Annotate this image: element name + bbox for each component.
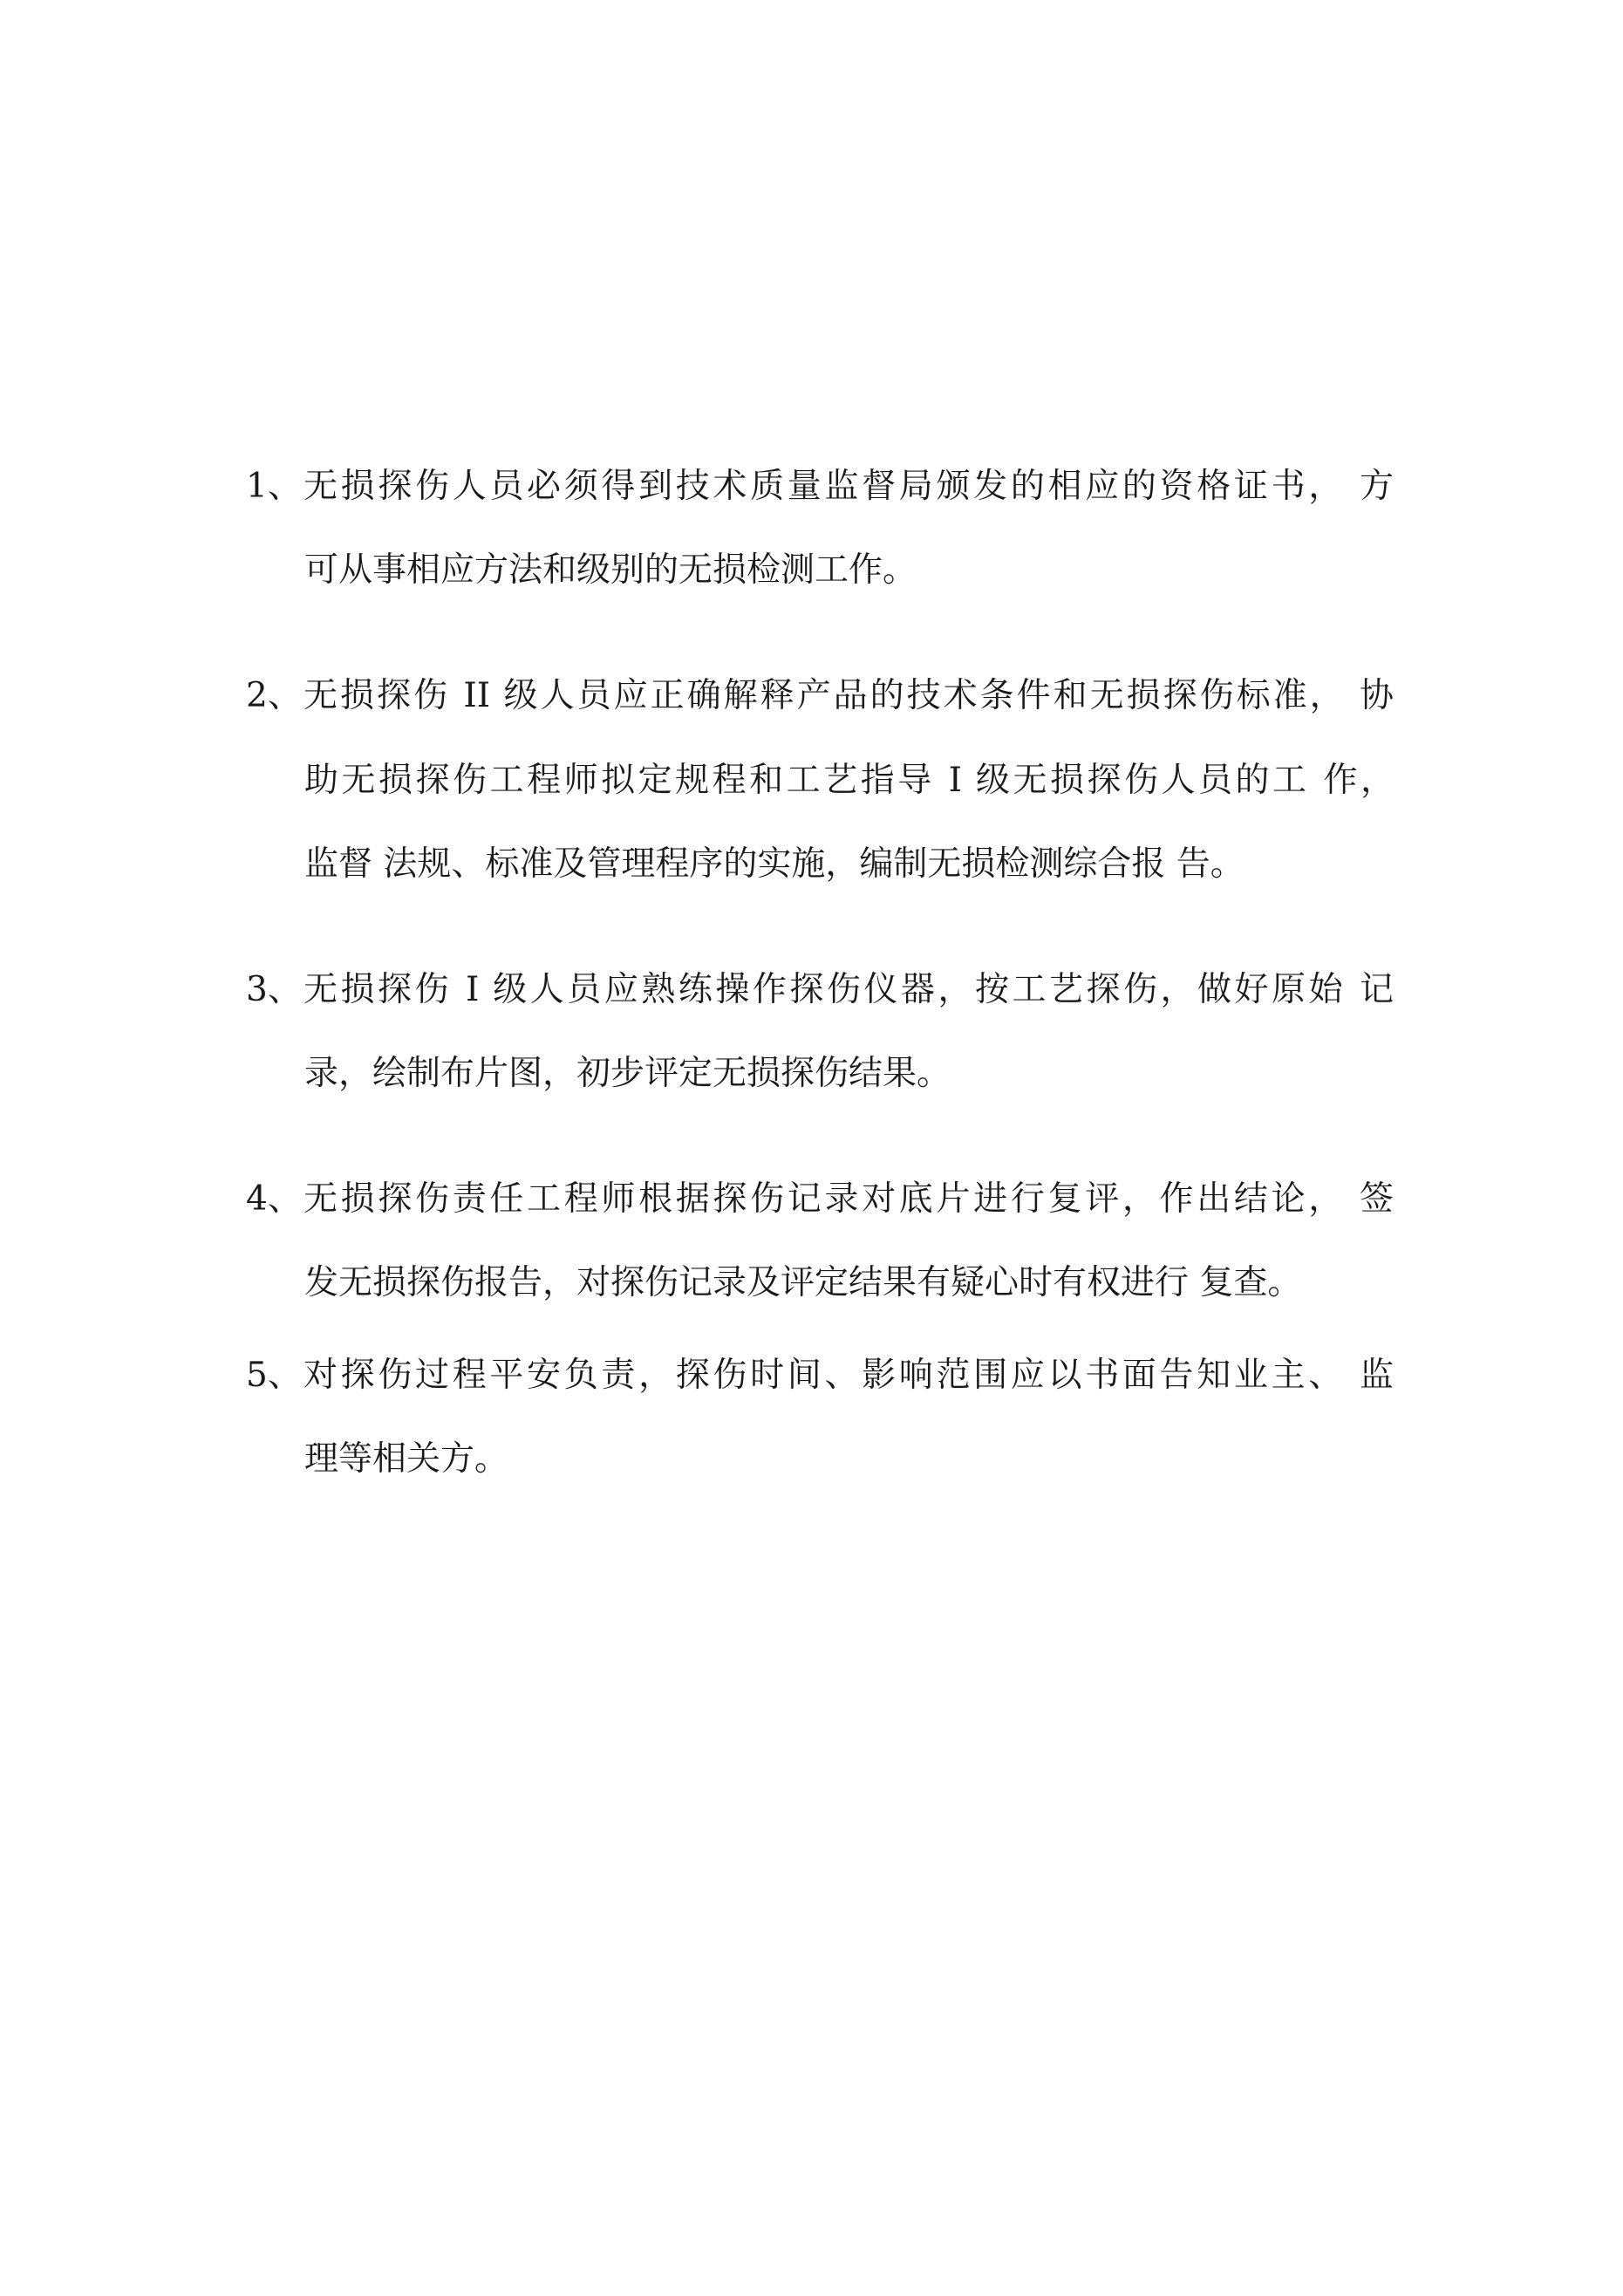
list-item-text: 理等相关方。 [304,1439,509,1479]
list-item-text: 监督 法规、标准及管理程序的实施，编制无损检测综合报 告。 [304,844,1245,884]
list-item-5-line-1 [0,1350,1623,1402]
list-item-4-line-2 [0,1257,1623,1309]
list-item-text: 无损探伤 II 级人员应正确解释产品的技术条件和无损探伤标准， 协 [303,676,1394,715]
list-item-2-line-3 [0,838,1623,891]
list-item-number: 1、 [246,467,302,506]
list-item-2-line-2 [0,755,1623,807]
list-item-text: 无损探伤责任工程师根据探伤记录对底片进行复评，作出结论， 签 [303,1179,1394,1219]
list-item-text: 录，绘制布片图，初步评定无损探伤结果。 [304,1054,951,1093]
list-item-number: 4、 [246,1179,302,1219]
list-item-4-line-1 [0,1173,1623,1226]
list-item-5-line-2 [0,1433,1623,1486]
list-item-2-line-1 [0,670,1623,722]
list-item-number: 3、 [246,970,302,1009]
list-item-1-line-2 [0,544,1623,597]
list-item-text: 无损探伤人员必须得到技术质量监督局颁发的相应的资格证书， 方 [303,467,1394,506]
list-item-text: 无损探伤 I 级人员应熟练操作探伤仪器，按工艺探伤，做好原始 记 [303,970,1394,1009]
list-item-text: 助无损探伤工程师拟定规程和工艺指导 I 级无损探伤人员的工 作， [304,761,1395,800]
list-item-text: 对探伤过程平安负责，探伤时间、影响范围应以书面告知业主、 监 [303,1356,1394,1395]
list-item-1-line-1 [0,461,1623,513]
list-item-3-line-1 [0,964,1623,1016]
list-item-text: 可从事相应方法和级别的无损检测工作。 [304,550,917,590]
list-item-number: 2、 [246,676,302,715]
list-item-3-line-2 [0,1048,1623,1100]
list-item-text: 发无损探伤报告，对探伤记录及评定结果有疑心时有权进行 复查。 [304,1263,1302,1302]
list-item-number: 5、 [246,1356,302,1395]
